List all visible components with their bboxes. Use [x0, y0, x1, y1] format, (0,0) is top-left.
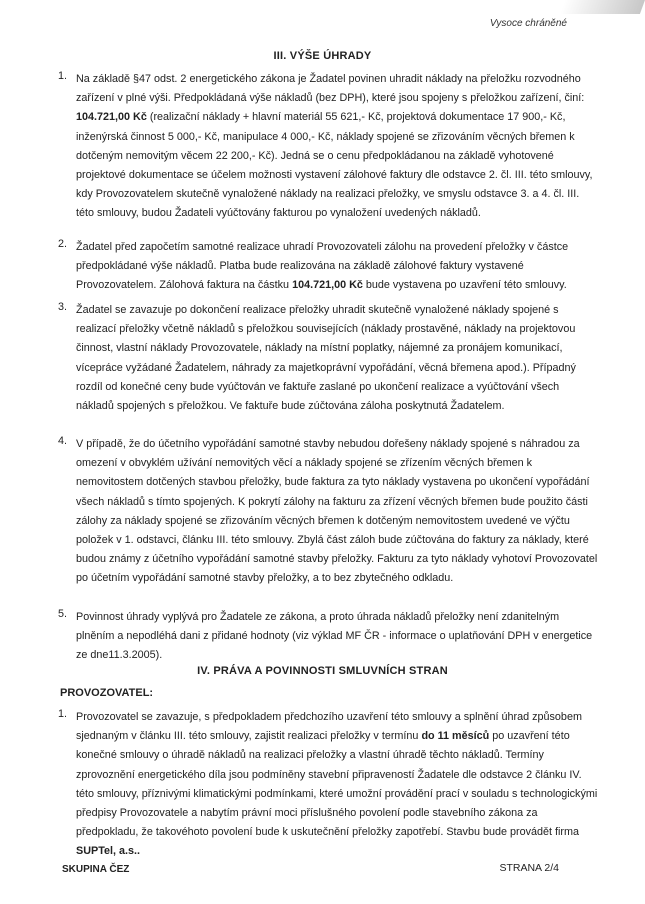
item-number: 5.	[58, 608, 68, 620]
section-4-title: IV. PRÁVA A POVINNOSTI SMLUVNÍCH STRAN	[197, 665, 448, 677]
item-number: 1.	[58, 70, 68, 82]
item-text: Povinnost úhrady vyplývá pro Žadatele ze zákona, a proto úhrada nákladů přeložky není zdanitelným plněním a nepodléhá dani z přidané hodnoty (viz výklad MF ČR - informace o uplatňování DPH v energetice ze dne11.3.2005).	[76, 611, 593, 662]
item-text: Provozovatel se zavazuje, s předpokladem předchozího uzavření této smlouvy a splnění úhrad způsobem sjednaným v článku III. této smlouvy, zajistit realizaci přeložky v termínu do 11 měsíců po uzavření této konečné smlouvy o úhradě nákladů na realizaci přeložky a vlastní úhradě těchto nákladů. Termíny zprovoznění energetického díla jsou podmíněny stavební připraveností Žadatele dle odstavce 2 článku IV. této smlouvy, příznivými klimatickými podmínkami, které umožní provádění prací v souladu s technologickými předpisy Provozovatele a nabytím právní moci příslušného povolení podle stavebního zákona za předpokladu, že takovéhoto povolení bude k uskutečnění přeložky zapotřebí. Stavbu bude provádět firma SUPTel, a.s..	[76, 711, 598, 858]
list-item	[58, 608, 598, 666]
list-item	[58, 238, 598, 296]
classification-label: Vysoce chráněné	[489, 18, 567, 29]
item-text: V případě, že do účetního vypořádání samotné stavby nebudou dořešeny náklady spojené s náhradou za omezení v obvyklém užívání nemovitých věcí a náklady spojené se zřízením věcných břemen k nemovitostem dotčených stavbou přeložky, bude faktura za tyto náklady vystavena po ukončení vypořádání všech nákladů s tímto spojených. K pokrytí zálohy na fakturu za zřízení věcných břemen bude použito části zálohy za náklady spojené se zřizováním věcných břemen k dotčeným nemovitostem uvedené ve výčtu položek v 1. odstavci, článku III. této smlouvy. Zbylá část záloh bude zúčtována do faktury za náklady, které budou známy z účetního vypořádání samotné stavby přeložky. Fakturu za tyto náklady vyhotoví Provozovatel po účetním vypořádání samotné stavby přeložky, a to bez zbytečného odkladu.	[76, 438, 598, 585]
provozovatel-subheading: PROVOZOVATEL:	[60, 687, 154, 699]
item-number: 3.	[58, 301, 68, 313]
list-item	[58, 708, 598, 862]
list-item	[58, 435, 598, 589]
page-corner-shadow	[560, 0, 645, 14]
item-text: Na základě §47 odst. 2 energetického zákona je Žadatel povinen uhradit náklady na přeložku rozvodného zařízení v plné výši. Předpokládaná výše nákladů (bez DPH), které jsou spojeny s přeložkou zařízení, činí: 104.721,00 Kč (realizační náklady + hlavní materiál 55 621,- Kč, projektová dokumentace 17 900,- Kč, inženýrská činnost 5 000,- Kč, manipulace 4 000,- Kč, náklady spojené se zřizováním věcných břemen k dotčeným nemovitým věcem 22 200,- Kč). Jedná se o cenu předpokládanou na základě vyhotovené projektové dokumentace se účelem možnosti vystavení zálohové faktury dle odstavce 2. čl. III. této smlouvy, kdy Provozovatelem skutečně vynaložené náklady na realizaci přeložky, ve smyslu odstavce 3. a 4. čl. III. této smlouvy, budou Žadateli vyúčtovány fakturou po vynaložení uvedených nákladů.	[76, 73, 593, 220]
item-number: 4.	[58, 435, 68, 447]
list-item	[58, 301, 598, 416]
item-number: 2.	[58, 238, 68, 250]
list-item	[58, 70, 598, 224]
section-3-title: III. VÝŠE ÚHRADY	[273, 50, 372, 62]
item-text: Žadatel se zavazuje po dokončení realizace přeložky uhradit skutečně vynaložené náklady spojené s realizací přeložky včetně nákladů s přeložkou souvisejících (náklady prostavěné, náklady na projektovou činnost, vlastní náklady Provozovatele, náklady na místní poplatky, nájemné za pronájem komunikací, vícepráce vyžádané Žadatelem, náhrady za majetkoprávní vypořádání, věcná břemena apod.). Případný rozdíl od konečné ceny bude vyúčtován ve faktuře zaslané po ukončení realizace a vyúčtování všech nákladů spojených s přeložkou. Ve faktuře bude zúčtována záloha poskytnutá Žadatelem.	[76, 304, 576, 413]
page-number: STRANA 2/4	[499, 862, 559, 874]
footer-company: SKUPINA ČEZ	[62, 864, 130, 875]
item-text: Žadatel před započetím samotné realizace uhradí Provozovateli zálohu na provedení přeložky v částce předpokládané výše nákladů. Platba bude realizována na základě zálohové faktury vystavené Provozovatelem. Zálohová faktura na částku 104.721,00 Kč bude vystavena po uzavření této smlouvy.	[76, 241, 569, 292]
item-number: 1.	[58, 708, 68, 720]
